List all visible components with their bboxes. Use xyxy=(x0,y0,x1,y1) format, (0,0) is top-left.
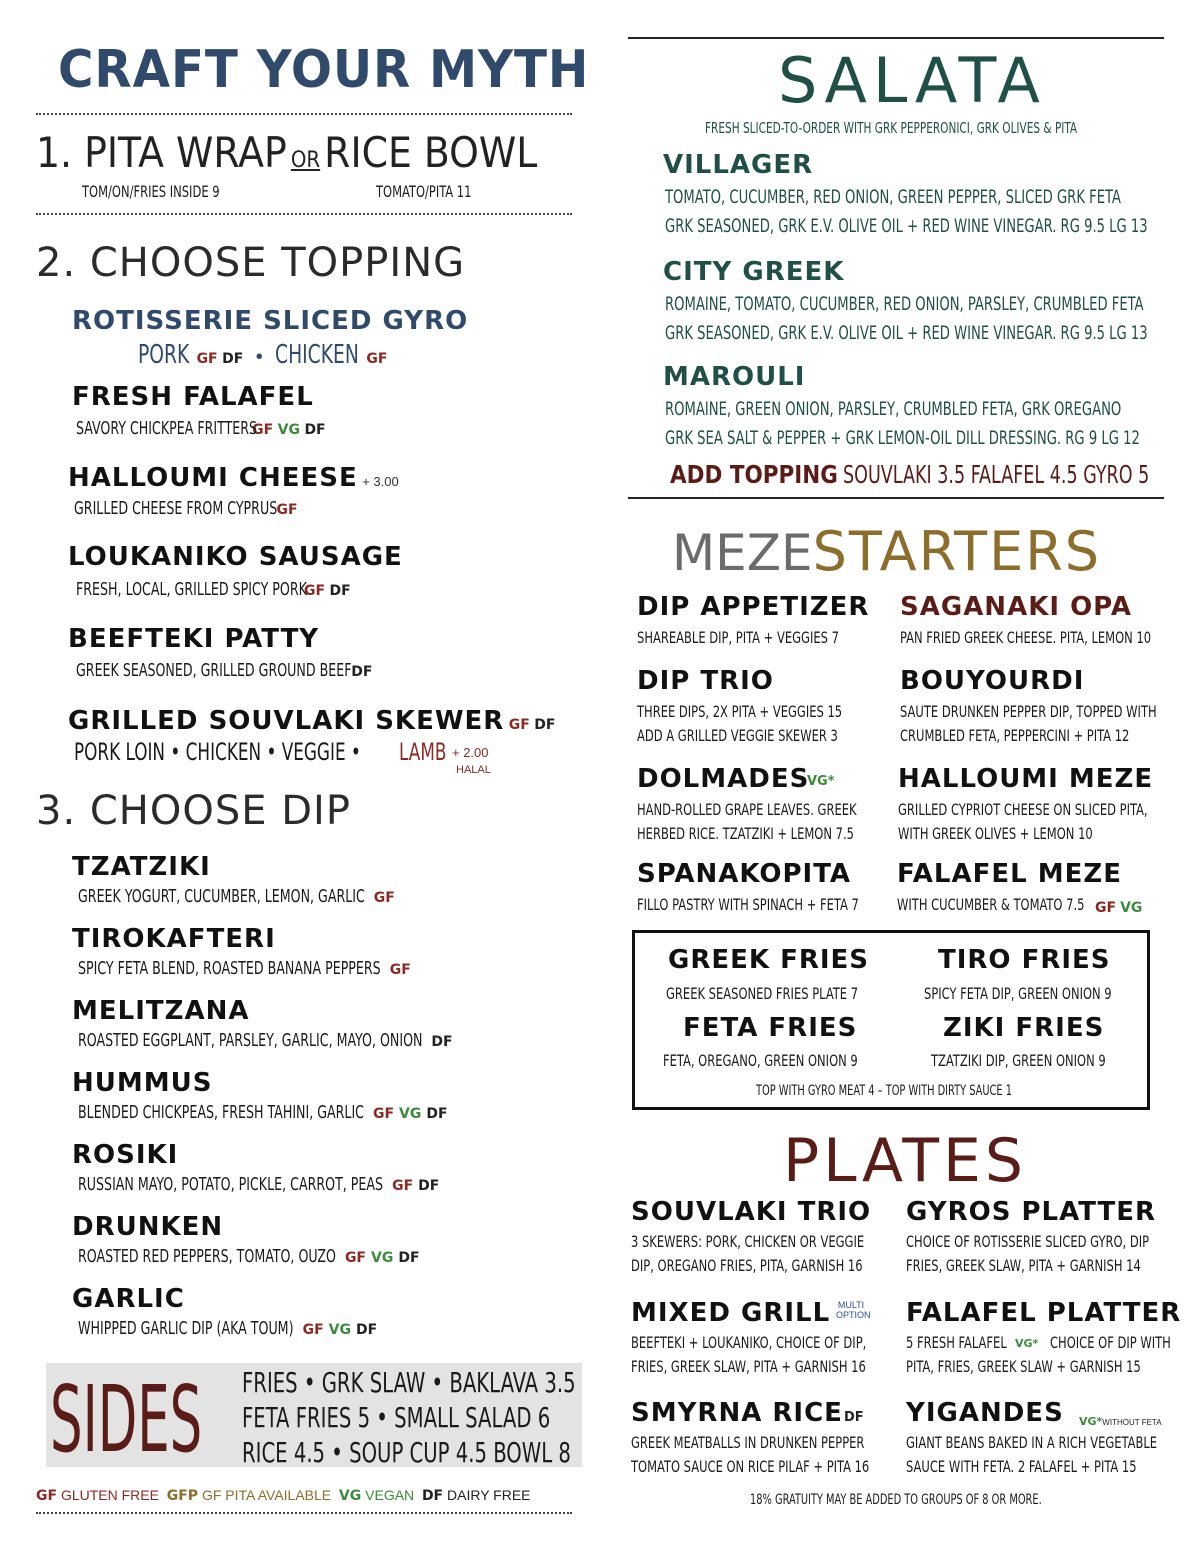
meze-name: HALLOUMI MEZE xyxy=(898,764,1154,794)
plate-desc-2: PITA, FRIES, GREEK SLAW + GARNISH 15 xyxy=(906,1357,1141,1376)
meze-desc-1: PAN FRIED GREEK CHEESE. PITA, LEMON 10 xyxy=(900,628,1152,647)
souvlaki-options: PORK LOIN • CHICKEN • VEGGIE • xyxy=(74,738,361,766)
falafel-platter-tag: VG* xyxy=(1015,1337,1039,1350)
meze-desc-2: CRUMBLED FETA, PEPPERCINI + PITA 12 xyxy=(900,726,1130,745)
option-label: OPTION xyxy=(836,1310,871,1320)
falafel-topping-name: FRESH FALAFEL xyxy=(72,382,314,412)
dip-tag-vg: VG xyxy=(328,1322,351,1338)
plate-desc-2: FRIES, GREEK SLAW, PITA + GARNISH 16 xyxy=(631,1357,866,1376)
dip-tags xyxy=(385,961,411,978)
fries-desc: GREEK SEASONED FRIES PLATE 7 xyxy=(666,984,859,1003)
dip-tag-gf: GF xyxy=(373,890,395,906)
fries-name: ZIKI FRIES xyxy=(943,1013,1105,1043)
wrap-note: TOM/ON/FRIES INSIDE 9 xyxy=(82,182,220,201)
dip-tag-vg: VG xyxy=(399,1106,422,1122)
lamb-extra: + 2.00 xyxy=(452,745,489,760)
dip-tags xyxy=(340,1249,420,1266)
dip-name: DRUNKEN xyxy=(72,1212,224,1242)
meze-desc-1: SAUTE DRUNKEN PEPPER DIP, TOPPED WITH xyxy=(900,702,1157,721)
halloumi-topping-desc: GRILLED CHEESE FROM CYPRUSGF xyxy=(74,498,298,519)
dip-tags xyxy=(369,889,395,906)
plate-desc-1a: 5 FRESH FALAFEL xyxy=(906,1333,1007,1352)
dip-tags xyxy=(426,1033,452,1050)
beefteki-topping-name: BEEFTEKI PATTY xyxy=(68,624,320,654)
dip-name: TIROKAFTERI xyxy=(72,924,276,954)
divider xyxy=(36,213,572,215)
dip-tag-gf: GF xyxy=(389,962,411,978)
loukaniko-topping-desc: FRESH, LOCAL, GRILLED SPICY PORKGF DF xyxy=(76,579,351,600)
dip-tag-df: DF xyxy=(426,1106,448,1122)
dip-desc-row xyxy=(78,1030,453,1051)
fries-note: TOP WITH GYRO MEAT 4 – TOP WITH DIRTY SAUCE 1 xyxy=(756,1083,1012,1099)
salata-title: SALATA xyxy=(778,44,1046,117)
dip-tags xyxy=(298,1321,378,1338)
loukaniko-topping-name: LOUKANIKO SAUSAGE xyxy=(68,542,403,572)
plate-desc-1 xyxy=(906,1333,1200,1353)
meze-desc-2: HERBED RICE. TZATZIKI + LEMON 7.5 xyxy=(637,824,854,843)
step3-heading: 3. CHOOSE DIP xyxy=(36,788,351,834)
meze-name: DIP APPETIZER xyxy=(637,592,870,622)
menu-title: CRAFT YOUR MYTH xyxy=(58,40,590,100)
dip-name: ROSIKI xyxy=(72,1140,179,1170)
plate-name: SMYRNA RICE xyxy=(631,1398,843,1428)
plate-desc-1: GREEK MEATBALLS IN DRUNKEN PEPPER xyxy=(631,1433,865,1452)
dip-tag-gf: GF xyxy=(302,1322,324,1338)
dip-desc: RUSSIAN MAYO, POTATO, PICKLE, CARROT, PEAS xyxy=(78,1174,384,1195)
dip-tag-gf: GF xyxy=(372,1106,395,1122)
dip-desc-row xyxy=(78,1318,377,1339)
salata-subtitle: FRESH SLICED-TO-ORDER WITH GRK PEPPERONICI, GRK OLIVES & PITA xyxy=(705,119,1078,137)
dip-desc: BLENDED CHICKPEAS, FRESH TAHINI, GARLIC xyxy=(78,1102,365,1123)
plate-desc-1: 3 SKEWERS: PORK, CHICKEN OR VEGGIE xyxy=(631,1232,865,1251)
dip-desc-row xyxy=(78,1246,420,1267)
meze-desc-1: FILLO PASTRY WITH SPINACH + FETA 7 xyxy=(637,895,859,914)
dip-tag-gf: GF xyxy=(344,1250,366,1266)
dip-tag-df: DF xyxy=(431,1034,453,1050)
step1-heading: 1. PITA WRAP OR RICE BOWL xyxy=(36,128,538,177)
dip-tag-df: DF xyxy=(355,1322,378,1338)
vg-tag: VG xyxy=(1120,900,1143,916)
divider xyxy=(628,37,1164,39)
plate-desc-2: FRIES, GREEK SLAW, PITA + GARNISH 14 xyxy=(906,1256,1141,1275)
dip-desc-row xyxy=(78,1174,439,1195)
fries-name: GREEK FRIES xyxy=(668,945,870,975)
sides-line-2: FETA FRIES 5 • SMALL SALAD 6 xyxy=(242,1401,551,1434)
meze-name: SAGANAKI OPA xyxy=(900,592,1132,622)
divider xyxy=(628,497,1164,499)
dip-desc-row xyxy=(78,886,395,907)
dip-name: MELITZANA xyxy=(72,996,250,1026)
dip-name: HUMMUS xyxy=(72,1068,213,1098)
dip-desc: GREEK YOGURT, CUCUMBER, LEMON, GARLIC xyxy=(78,886,365,907)
meze-desc-1: GRILLED CYPRIOT CHEESE ON SLICED PITA, xyxy=(898,800,1148,819)
salad-name: VILLAGER xyxy=(663,150,814,180)
plate-desc-1: BEEFTEKI + LOUKANIKO, CHOICE OF DIP, xyxy=(631,1333,867,1352)
bowl-note: TOMATO/PITA 11 xyxy=(376,182,472,201)
plate-name: SOUVLAKI TRIO xyxy=(631,1197,872,1227)
beefteki-topping-desc: GREEK SEASONED, GRILLED GROUND BEEFDF xyxy=(76,660,373,681)
souvlaki-lamb: LAMB xyxy=(399,738,447,766)
meze-name: FALAFEL MEZE xyxy=(897,859,1122,889)
meze-name: DOLMADES xyxy=(637,764,810,794)
plate-desc-2: DIP, OREGANO FRIES, PITA, GARNISH 16 xyxy=(631,1256,863,1275)
sides-line-3: RICE 4.5 • SOUP CUP 4.5 BOWL 8 xyxy=(242,1436,571,1469)
dip-desc-row xyxy=(78,958,411,979)
fries-desc: SPICY FETA DIP, GREEN ONION 9 xyxy=(924,984,1112,1003)
souvlaki-topping-name: GRILLED SOUVLAKI SKEWER GF DF xyxy=(68,706,556,736)
dip-name: GARLIC xyxy=(72,1284,185,1314)
salad-name: MAROULI xyxy=(663,362,806,392)
dip-desc: WHIPPED GARLIC DIP (AKA TOUM) xyxy=(78,1318,294,1339)
smyrna-tag: DF xyxy=(844,1410,864,1425)
salad-name: CITY GREEK xyxy=(663,257,845,287)
meze-title: MEZESTARTERS xyxy=(672,520,1102,583)
dip-desc-row xyxy=(78,1102,448,1123)
divider xyxy=(36,113,572,115)
dip-desc: ROASTED EGGPLANT, PARSLEY, GARLIC, MAYO, ONION xyxy=(78,1030,423,1051)
plate-name: GYROS PLATTER xyxy=(906,1197,1157,1227)
dip-tags xyxy=(387,1177,439,1194)
fries-desc: TZATZIKI DIP, GREEN ONION 9 xyxy=(931,1051,1106,1070)
dip-tag-df: DF xyxy=(398,1250,420,1266)
salad-desc-2: GRK SEASONED, GRK E.V. OLIVE OIL + RED WINE VINEGAR. RG 9.5 LG 13 xyxy=(665,215,1148,237)
meze-tag: VG* xyxy=(807,774,835,789)
add-topping-items: SOUVLAKI 3.5 FALAFEL 4.5 GYRO 5 xyxy=(843,460,1150,489)
dip-desc: SPICY FETA BLEND, ROASTED BANANA PEPPERS xyxy=(78,958,381,979)
plate-desc-1: GIANT BEANS BAKED IN A RICH VEGETABLE xyxy=(906,1433,1158,1452)
gratuity-note: 18% GRATUITY MAY BE ADDED TO GROUPS OF 8 OR MORE. xyxy=(750,1492,1042,1508)
meze-desc-2: ADD A GRILLED VEGGIE SKEWER 3 xyxy=(637,726,838,745)
dip-tag-df: DF xyxy=(418,1178,440,1194)
meze-name: DIP TRIO xyxy=(637,666,774,696)
dip-tag-gf: GF xyxy=(392,1178,414,1194)
diet-legend: GF GLUTEN FREE GFP GF PITA AVAILABLE VG VEGAN DF DAIRY FREE xyxy=(36,1487,531,1504)
dip-name: TZATZIKI xyxy=(72,852,211,882)
step2-heading: 2. CHOOSE TOPPING xyxy=(36,240,466,286)
multi-label: MULTI xyxy=(837,1300,865,1310)
plate-name: FALAFEL PLATTER xyxy=(906,1298,1182,1328)
dip-tag-vg: VG xyxy=(371,1250,394,1266)
add-topping: ADD TOPPING xyxy=(670,460,838,489)
plates-title: PLATES xyxy=(783,1126,1028,1196)
meze-desc-1: WITH CUCUMBER & TOMATO 7.5 xyxy=(897,895,1085,914)
meze-desc-1: SHAREABLE DIP, PITA + VEGGIES 7 xyxy=(637,628,839,647)
yigandes-tag: VG*WITHOUT FETA xyxy=(1079,1415,1162,1428)
dip-tags xyxy=(368,1105,448,1122)
divider xyxy=(36,1512,572,1514)
meze-desc-1: THREE DIPS, 2X PITA + VEGGIES 15 xyxy=(637,702,843,721)
multi-option-badge xyxy=(836,1300,871,1320)
sides-line-1: FRIES • GRK SLAW • BAKLAVA 3.5 xyxy=(242,1366,576,1399)
gf-tag: GF xyxy=(1095,900,1117,916)
salad-desc-2: GRK SEASONED, GRK E.V. OLIVE OIL + RED WINE VINEGAR. RG 9.5 LG 13 xyxy=(665,322,1148,344)
plate-name: MIXED GRILL xyxy=(631,1298,831,1328)
meze-desc-2: WITH GREEK OLIVES + LEMON 10 xyxy=(898,824,1093,843)
fries-name: TIRO FRIES xyxy=(938,945,1111,975)
plate-desc-2: TOMATO SAUCE ON RICE PILAF + PITA 16 xyxy=(631,1457,870,1476)
halloumi-topping-name: HALLOUMI CHEESE + 3.00 xyxy=(68,463,399,493)
gyro-options: PORK GF DF • CHICKEN GF xyxy=(138,340,388,370)
plate-name: YIGANDES xyxy=(906,1398,1064,1428)
dip-desc: ROASTED RED PEPPERS, TOMATO, OUZO xyxy=(78,1246,336,1267)
plate-desc-2: SAUCE WITH FETA. 2 FALAFEL + PITA 15 xyxy=(906,1457,1137,1476)
fries-desc: FETA, OREGANO, GREEN ONION 9 xyxy=(663,1051,858,1070)
salad-desc-1: ROMAINE, TOMATO, CUCUMBER, RED ONION, PARSLEY, CRUMBLED FETA xyxy=(665,293,1144,315)
salad-desc-1: TOMATO, CUCUMBER, RED ONION, GREEN PEPPER, SLICED GRK FETA xyxy=(665,186,1121,208)
salad-desc-2: GRK SEA SALT & PEPPER + GRK LEMON-OIL DILL DRESSING. RG 9 LG 12 xyxy=(665,427,1140,449)
halal-note: HALAL xyxy=(456,764,491,776)
fries-name: FETA FRIES xyxy=(683,1013,858,1043)
falafel-meze-tags xyxy=(1095,899,1142,917)
meze-name: SPANAKOPITA xyxy=(637,859,852,889)
plate-desc-1: CHOICE OF ROTISSERIE SLICED GYRO, DIP xyxy=(906,1232,1150,1251)
salad-desc-1: ROMAINE, GREEN ONION, PARSLEY, CRUMBLED FETA, GRK OREGANO xyxy=(665,398,1122,420)
meze-desc-1: HAND-ROLLED GRAPE LEAVES. GREEK xyxy=(637,800,857,819)
falafel-topping-desc: SAVORY CHICKPEA FRITTERSGF VG DF xyxy=(76,418,326,439)
plate-desc-1b: CHOICE OF DIP WITH xyxy=(1049,1333,1171,1352)
gyro-topping-name: ROTISSERIE SLICED GYRO xyxy=(72,306,469,336)
meze-name: BOUYOURDI xyxy=(900,666,1085,696)
sides-label: SIDES xyxy=(50,1366,203,1473)
